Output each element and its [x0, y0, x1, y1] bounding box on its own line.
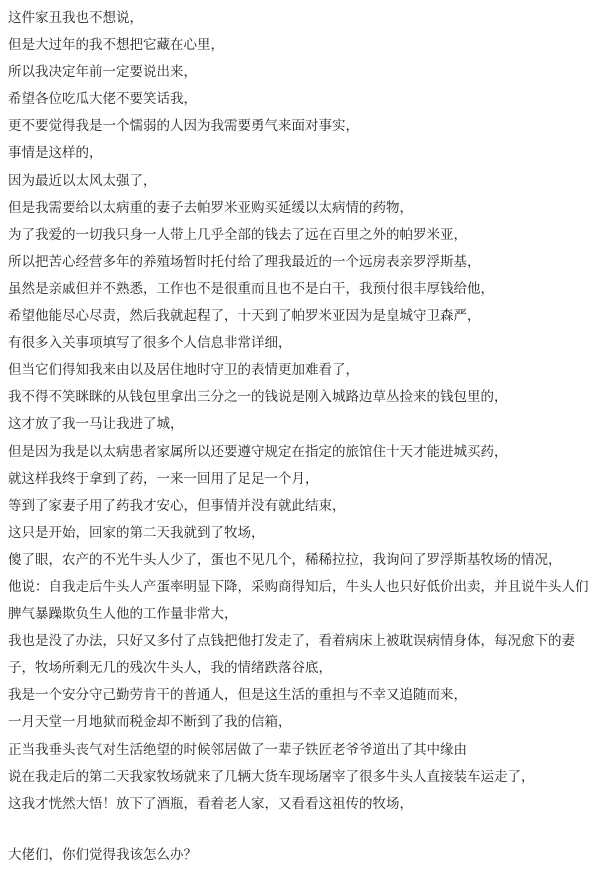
text-line: 所以把苦心经营多年的养殖场暂时托付给了理我最近的一个远房表亲罗浮斯基， [8, 253, 481, 270]
text-line: 这我才恍然大悟！放下了酒瓶，看着老人家，又看看这祖传的牧场， [8, 795, 413, 812]
text-line: 就这样我终于拿到了药，一来一回用了足足一个月， [8, 470, 319, 487]
text-line: 一月天堂一月地狱而税金却不断到了我的信箱， [8, 714, 292, 731]
text-line: 希望他能尽心尽责，然后我就起程了，十天到了帕罗米亚因为是皇城守卫森严， [8, 308, 481, 325]
paragraph-gap [8, 818, 594, 842]
post-body [8, 5, 594, 869]
text-line: 我不得不笑眯眯的从钱包里拿出三分之一的钱说是刚入城路边草丛捡来的钱包里的， [8, 389, 508, 406]
text-line: 为了我爱的一切我只身一人带上几乎全部的钱去了远在百里之外的帕罗米亚， [8, 226, 467, 243]
text-line: 因为最近以太风太强了， [8, 172, 157, 189]
text-line: 所以我决定年前一定要说出来， [8, 64, 197, 81]
text-line: 事情是这样的， [8, 145, 103, 162]
text-line: 但当它们得知我来由以及居住地时守卫的表情更加难看了， [8, 362, 359, 379]
text-line: 更不要觉得我是一个懦弱的人因为我需要勇气来面对事实， [8, 118, 359, 135]
text-line: 有很多入关事项填写了很多个人信息非常详细， [8, 335, 292, 352]
text-line: 但是大过年的我不想把它藏在心里， [8, 37, 224, 54]
text-line: 傻了眼，农产的不光牛头人少了，蛋也不见几个，稀稀拉拉，我询问了罗浮斯基牧场的情况， [8, 551, 562, 568]
text-line: 这只是开始，回家的第二天我就到了牧场， [8, 524, 265, 541]
closing-question: 大佬们，你们觉得我该怎么办？ [8, 846, 197, 863]
text-line: 希望各位吃瓜大佬不要笑话我， [8, 91, 197, 108]
text-line: 虽然是亲戚但并不熟悉，工作也不是很重而且也不是白干，我预付很丰厚钱给他， [8, 280, 494, 297]
text-line: 但是我需要给以太病重的妻子去帕罗米亚购买延缓以太病情的药物， [8, 199, 413, 216]
text-line: 说在我走后的第二天我家牧场就来了几辆大货车现场屠宰了很多牛头人直接装车运走了， [8, 768, 535, 785]
text-line: 我是一个安分守己勤劳肯干的普通人，但是这生活的重担与不幸又追随而来， [8, 687, 467, 704]
text-line: 这才放了我一马让我进了城， [8, 416, 184, 433]
text-line: 等到了家妻子用了药我才安心，但事情并没有就此结束， [8, 497, 346, 514]
text-line: 我也是没了办法，只好又多付了点钱把他打发走了，看着病床上被耽误病情身体，每况愈下的妻子，牧场所剩无几的残次牛头人，我的情绪跌落谷底， [8, 633, 575, 677]
text-line: 这件家丑我也不想说， [8, 10, 143, 26]
text-line: 正当我垂头丧气对生活绝望的时候邻居做了一辈子铁匠老爷爷道出了其中缘由 [8, 741, 467, 758]
text-line: 但是因为我是以太病患者家属所以还要遵守规定在指定的旅馆住十天才能进城买药， [8, 443, 508, 460]
text-line: 他说：自我走后牛头人产蛋率明显下降，采购商得知后，牛头人也只好低价出卖，并且说牛头人们脾气暴躁欺负生人他的工作量非常大， [8, 578, 589, 623]
